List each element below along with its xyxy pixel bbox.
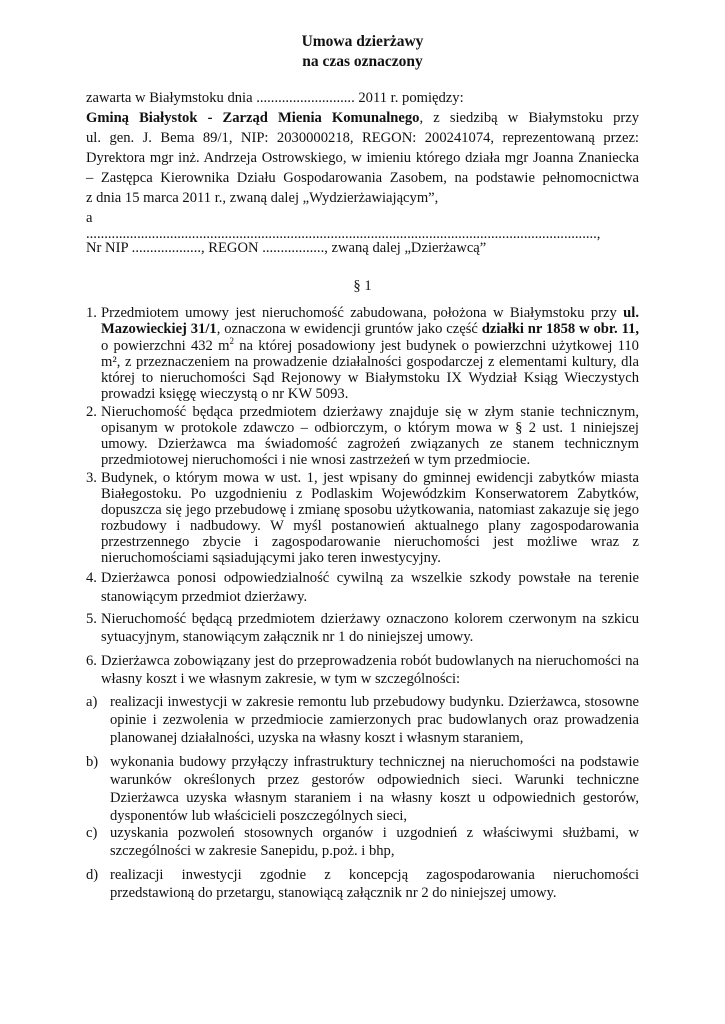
intro-line-lessee: Nr NIP ..................., REGON ................., zwaną dalej „Dzierżawcą”: [86, 240, 487, 256]
paragraph-2: Nieruchomość będąca przedmiotem dzierżawy znajduje się w złym stanie technicznym, opisanym w protokole zdawczo – odbiorczym, o którym mowa w § 2 ust. 1 niniejszej umowy. Dzierżawca ma świadomość zagrożeń związanych ze stanem technicznym przedmiotowej nieruchomości i nie wnosi zastrzeżeń w tym przedmiocie.: [101, 404, 639, 468]
intro-conjunction: a: [86, 210, 93, 226]
intro-line-director: Dyrektora mgr inż. Andrzeja Ostrowskiego, w imieniu którego działa mgr Joanna Znaniecka: [86, 150, 639, 166]
document-subtitle: na czas oznaczony: [302, 53, 423, 70]
intro-line-lessor: z dnia 15 marca 2011 r., zwaną dalej „Wydzierżawiającym”,: [86, 190, 439, 206]
item-d-label: d): [86, 867, 99, 883]
paragraph-2-number: 2.: [86, 404, 97, 420]
paragraph-1-number: 1.: [86, 305, 97, 321]
p1-text-a: Przedmiotem umowy jest nieruchomość zabudowana, położona w Białymstoku przy: [101, 305, 624, 321]
intro-line-address: ul. gen. J. Bema 89/1, NIP: 2030000218, REGON: 200241074, reprezentowaną przez:: [86, 130, 639, 146]
item-d-text: realizacji inwestycji zgodnie z koncepcją zagospodarowania nieruchomości przedstawioną do przetargu, stanowiącą załącznik nr 2 do niniejszej umowy.: [110, 867, 639, 901]
p1-street: ul. Mazowieckiej 31/1: [101, 305, 639, 338]
item-c-label: c): [86, 825, 98, 841]
p1-superscript: 2: [229, 335, 234, 346]
intro-line-party1: [86, 108, 639, 128]
item-a-text: realizacji inwestycji w zakresie remontu lub przebudowy budynku. Dzierżawca, stosowne opinie i zezwolenia w przedmiocie zamierzonych prac budowlanych oraz prowadzenia planowanej działalności, uzyska na własny koszt i własnym staraniem,: [110, 694, 639, 746]
paragraph-6-number: 6.: [86, 653, 97, 669]
p1-text-c: , oznaczona w ewidencji gruntów jako część: [216, 321, 482, 338]
party1-seat: , z siedzibą w Białymstoku przy: [419, 110, 639, 126]
section-heading: § 1: [353, 278, 372, 294]
paragraph-5-number: 5.: [86, 611, 97, 627]
intro-line-deputy: – Zastępca Kierownika Działu Gospodarowania Zasobem, na podstawie pełnomocnictwa: [86, 170, 639, 186]
paragraph-5: Nieruchomość będącą przedmiotem dzierżawy oznaczono kolorem czerwonym na szkicu sytuacyjnym, stanowiącym załącznik nr 1 do niniejszej umowy.: [101, 611, 639, 645]
p1-text-e: o powierzchni 432 m: [101, 337, 230, 354]
item-c-text: uzyskania pozwoleń stosownych organów i uzgodnień z właściwymi służbami, w szczególności w zakresie Sanepidu, p.poż. i bhp,: [110, 825, 639, 859]
item-b-label: b): [86, 754, 99, 770]
document-title: Umowa dzierżawy: [301, 33, 424, 50]
paragraph-6: Dzierżawca zobowiązany jest do przeprowadzenia robót budowlanych na nieruchomości na własny koszt i we własnym zakresie, w tym w szczególności:: [101, 653, 639, 687]
paragraph-3: Budynek, o którym mowa w ust. 1, jest wpisany do gminnej ewidencji zabytków miasta Białegostoku. Po uzgodnieniu z Podlaskim Wojewódzkim Konserwatorem Zabytków, dopuszcza się jego przebudowę i zmianę sposobu użytkowania, natomiast zakazuje się jego rozbudowy i nadbudowy. W myśl postanowień aktualnego plany zagospodarowania przestrzennego zbycie i zagospodarowanie nieruchomości jest możliwe wraz z nieruchomościami sąsiadującymi jako teren inwestycyjny.: [101, 470, 639, 566]
intro-dotted-line: ............................................................................................................................................,: [86, 226, 601, 242]
item-b-text: wykonania budowy przyłączy infrastruktury technicznej na nieruchomości na podstawie warunków określonych przez gestorów odpowiednich sieci. Warunki techniczne Dzierżawca uzyska własnym staraniem i na własny koszt u odpowiednich gestorów, dysponentów lub właścicieli poszczególnych sieci,: [110, 754, 639, 824]
intro-line-date: zawarta w Białymstoku dnia ........................... 2011 r. pomiędzy:: [86, 90, 464, 106]
party1-name: Gminą Białystok - Zarząd Mienia Komunalnego: [86, 110, 420, 126]
p1-plot: działki nr 1858 w obr. 11,: [481, 321, 640, 338]
paragraph-4-number: 4.: [86, 570, 97, 586]
paragraph-1: [101, 305, 639, 403]
p1-text-f: na której posadowiony jest budynek o powierzchni użytkowej 110 m², z przeznaczeniem na prowadzenie działalności gospodarczej z elementami kultury, dla której to nieruchomości Sąd Rejonowy w Białymstoku IX Wydział Ksiąg Wieczystych prowadzi księgę wieczystą o nr KW 5093.: [101, 337, 639, 403]
item-a-label: a): [86, 694, 98, 710]
paragraph-3-number: 3.: [86, 470, 97, 486]
paragraph-4: Dzierżawca ponosi odpowiedzialność cywilną za wszelkie szkody powstałe na terenie stanowiącym przedmiot dzierżawy.: [101, 570, 639, 605]
